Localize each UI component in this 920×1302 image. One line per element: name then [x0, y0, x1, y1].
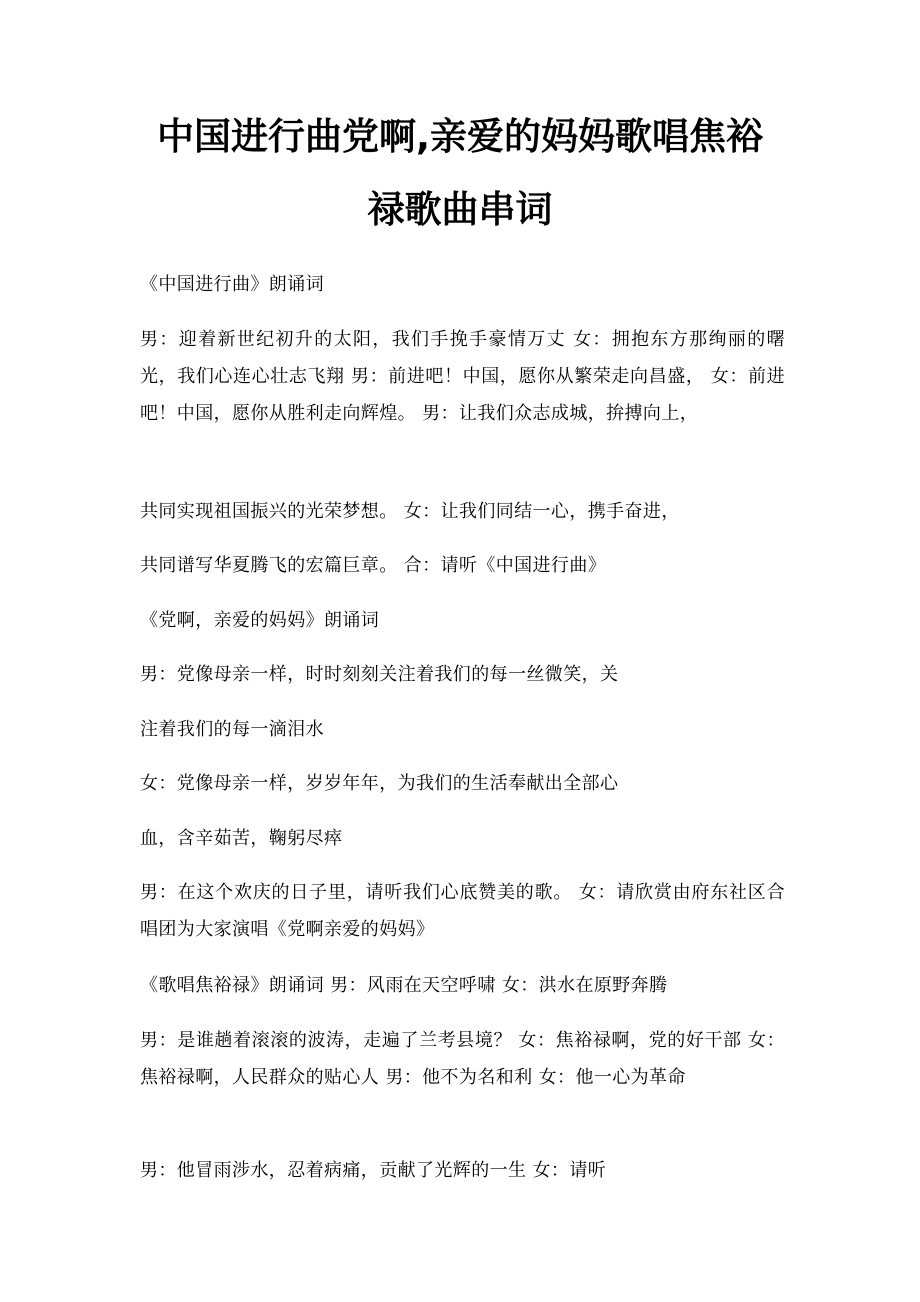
paragraph-party-mother-line-2: 注着我们的每一滴泪水 — [140, 719, 324, 740]
document-title-line-2: 禄歌曲串词 — [367, 188, 553, 231]
paragraph-china-march-line-3: 共同谱写华夏腾飞的宏篇巨章。 合：请听《中国进行曲》 — [140, 555, 607, 576]
paragraph-party-mother-line-1: 男：党像母亲一样，时时刻刻关注着我们的每一丝微笑，关 — [140, 664, 619, 685]
paragraph-party-mother-line-4: 血，含辛茹苦，鞠躬尽瘁 — [140, 828, 343, 849]
paragraph-china-march-recitation: 男：迎着新世纪初升的太阳，我们手挽手豪情万丈 女：拥抱东方那绚丽的曙光，我们心连心壮志飞翔 男：前进吧！中国，愿你从繁荣走向昌盛， 女：前进吧！中国，愿你从胜利走向辉煌。 男：让我们众志成城，拚搏向上， — [140, 329, 785, 424]
paragraph-jiao-yulu-line-1: 男：是谁趟着滚滚的波涛，走遍了兰考县境？ 女：焦裕禄啊，党的好干部 女：焦裕禄啊，人民群众的贴心人 男：他不为名和利 女：他一心为革命 — [140, 1030, 785, 1088]
paragraph-china-march-line-2: 共同实现祖国振兴的光荣梦想。 女：让我们同结一心，携手奋进， — [140, 501, 680, 522]
paragraph-jiao-yulu-heading: 《歌唱焦裕禄》朗诵词 男：风雨在天空呼啸 女：洪水在原野奔腾 — [140, 975, 668, 996]
paragraph-china-march-heading: 《中国进行曲》朗诵词 — [140, 274, 324, 295]
paragraph-jiao-yulu-line-2: 男：他冒雨涉水，忍着病痛，贡献了光辉的一生 女：请听 — [140, 1160, 607, 1181]
paragraph-party-mother-line-5: 男：在这个欢庆的日子里，请听我们心底赞美的歌。 女：请欣赏由府东社区合唱团为大家演唱《党啊亲爱的妈妈》 — [140, 882, 785, 940]
paragraph-party-mother-heading: 《党啊，亲爱的妈妈》朗诵词 — [140, 610, 380, 631]
document-title-line-1: 中国进行曲党啊,亲爱的妈妈歌唱焦裕 — [156, 115, 764, 158]
paragraph-party-mother-line-3: 女：党像母亲一样，岁岁年年，为我们的生活奉献出全部心 — [140, 773, 619, 794]
